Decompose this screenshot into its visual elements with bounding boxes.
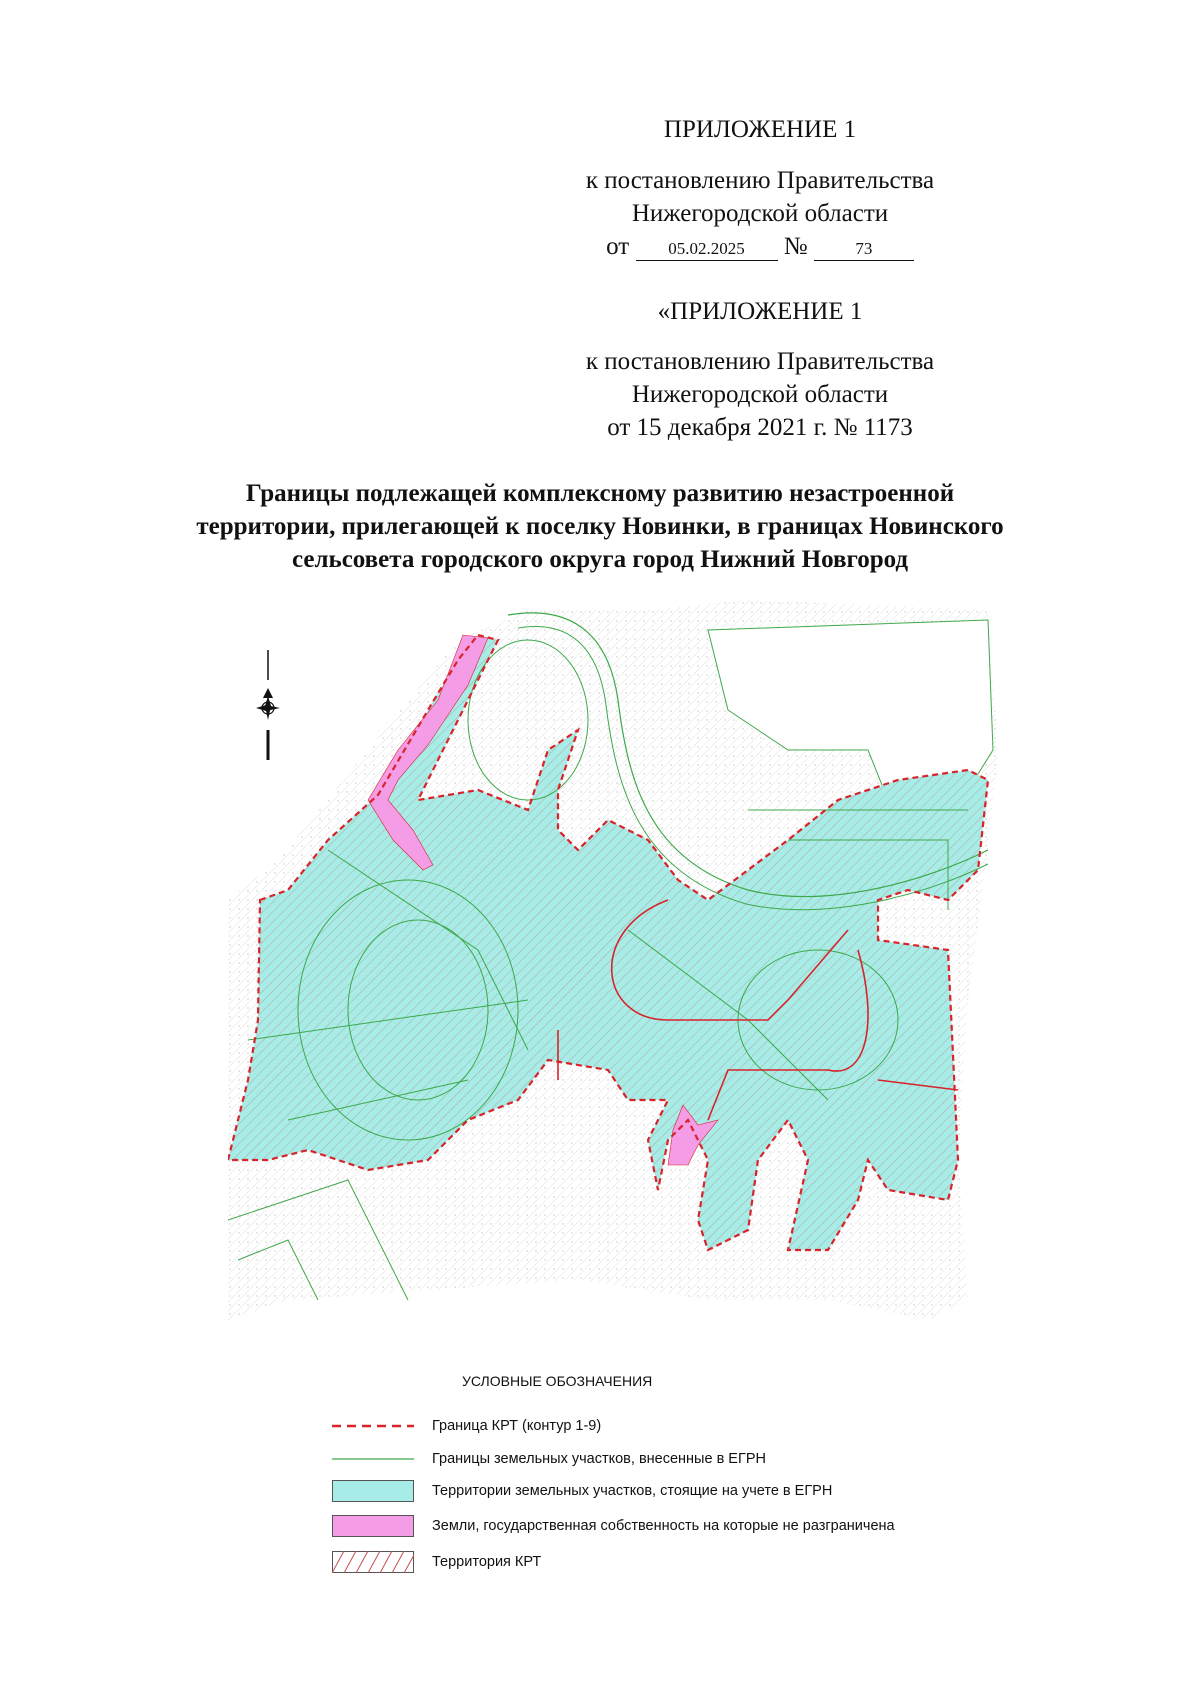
prev-resolution-line-1: к постановлению Правительства <box>585 348 935 375</box>
document-title-line-1: Границы подлежащей комплексному развитию незастроенной <box>245 480 955 507</box>
legend-title: УСЛОВНЫЕ ОБОЗНАЧЕНИЯ <box>462 1373 653 1389</box>
legend-item-parcel-boundaries <box>332 1448 1092 1474</box>
legend-item-krt-territory <box>332 1551 1092 1577</box>
legend-item-krt-boundary <box>332 1415 1092 1441</box>
legend-label: Граница КРТ (контур 1-9) <box>432 1418 602 1434</box>
green-line-icon <box>332 1448 414 1470</box>
red-hatch-icon <box>332 1551 414 1573</box>
number-sign: № <box>783 233 808 260</box>
resolution-number: 73 <box>814 238 914 261</box>
pink-fill-icon <box>332 1515 414 1537</box>
document-title-line-2: территории, прилегающей к поселку Новинки, в границах Новинского <box>196 513 1004 540</box>
document-title-line-3: сельсовета городского округа город Нижний Новгород <box>291 546 909 573</box>
document-title <box>150 477 1050 576</box>
legend-label: Территории земельных участков, стоящие на учете в ЕГРН <box>432 1483 833 1499</box>
legend-label: Границы земельных участков, внесенные в ЕГРН <box>432 1451 766 1467</box>
dashed-red-line-icon <box>332 1415 414 1437</box>
cadastral-map <box>228 600 1064 1360</box>
resolution-date: 05.02.2025 <box>636 238 778 261</box>
legend-item-state-land <box>332 1515 1092 1541</box>
cyan-fill-icon <box>332 1480 414 1502</box>
prev-resolution-date: от 15 декабря 2021 г. № 1173 <box>607 414 913 441</box>
date-prefix: от <box>606 233 630 260</box>
prev-resolution-line-2: Нижегородской области <box>631 381 889 408</box>
resolution-line-1: к постановлению Правительства <box>585 167 935 194</box>
legend-label: Территория КРТ <box>432 1554 542 1570</box>
prev-appendix-title: «ПРИЛОЖЕНИЕ 1 <box>657 298 863 325</box>
legend-label: Земли, государственная собственность на которые не разграничена <box>432 1518 895 1534</box>
north-arrow-icon <box>256 650 280 760</box>
resolution-line-2: Нижегородской области <box>631 200 889 227</box>
legend-item-registered-parcels <box>332 1480 1092 1506</box>
resolution-date-line <box>500 231 1020 263</box>
appendix-title: ПРИЛОЖЕНИЕ 1 <box>663 116 857 143</box>
